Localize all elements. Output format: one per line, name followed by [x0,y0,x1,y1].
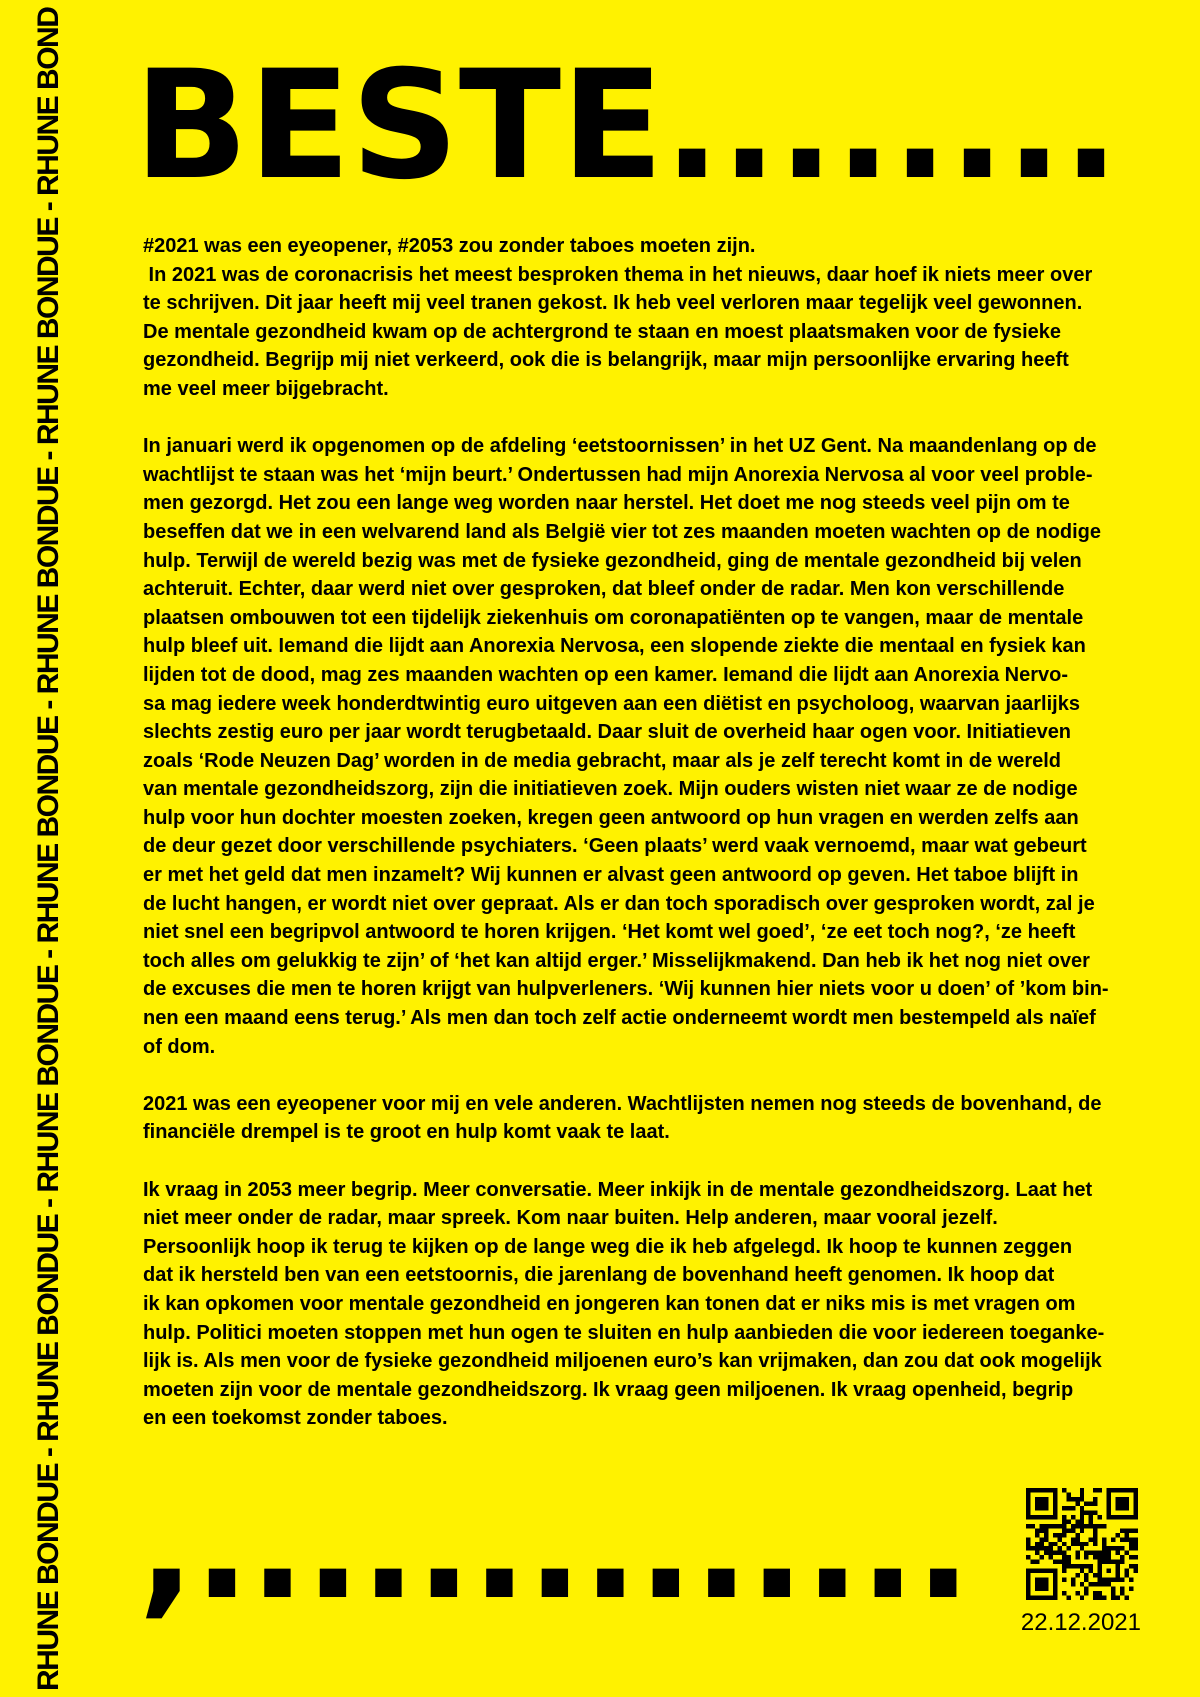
paragraph-1 [143,232,1183,404]
text-line: zoals ‘Rode Neuzen Dag’ worden in de media gebracht, maar als je zelf terecht komt in de wereld [143,749,1062,772]
text-line: De mentale gezondheid kwam op de achtergrond te staan en moest plaatsmaken voor de fysieke [143,320,1062,343]
text-line: slechts zestig euro per jaar wordt terugbetaald. Daar sluit de overheid haar ogen voor. Initiatieven [143,721,1072,744]
text-line: nen een maand eens terug.’ Als men dan toch zelf actie onderneemt wordt men bestempeld als naïef [143,1007,1096,1030]
text-line: of dom. [143,1035,216,1058]
closing-signature-line: ,.............. [138,1459,971,1633]
text-line: te schrijven. Dit jaar heeft mij veel tranen gekost. Ik heb veel verloren maar tegelijk veel gewonnen. [143,292,1083,315]
paragraph-4 [143,1176,1183,1433]
text-line: de lucht hangen, er wordt niet over gepraat. Als er dan toch sporadisch over gesproken wordt, zal je [143,892,1095,915]
text-line: de deur gezet door verschillende psychiaters. ‘Geen plaats’ werd vaak vernoemd, maar wat gebeurt [143,835,1087,858]
text-line: niet snel een begripvol antwoord te horen krijgen. ‘Het komt wel goed’, ‘ze eet toch nog?, ‘ze heeft [143,921,1076,944]
date-label: 22.12.2021 [1020,1609,1141,1636]
text-line: en een toekomst zonder taboes. [143,1407,448,1430]
text-line: ik kan opkomen voor mentale gezondheid en jongeren kan tonen dat er niks mis is met vragen om [143,1292,1076,1315]
text-line: van mentale gezondheidszorg, zijn die initiatieven zoek. Mijn ouders wisten niet waar ze de nodige [143,778,1078,801]
text-line: #2021 was een eyeopener, #2053 zou zonder taboes moeten zijn. [143,235,756,257]
text-line: hulp bleef uit. Iemand die lijdt aan Anorexia Nervosa, een slopende ziekte die mentaal en fysiek kan [143,635,1086,658]
text-line: hulp. Politici moeten stoppen met hun ogen te sluiten en hulp aanbieden die voor iedereen toeganke- [143,1321,1105,1344]
text-line: wachtlijst te staan was het ‘mijn beurt.’ Ondertussen had mijn Anorexia Nervosa al voor veel proble- [143,463,1093,486]
text-line: In 2021 was de coronacrisis het meest besproken thema in het nieuws, daar hoef ik niets meer over [143,263,1093,286]
author-name-vertical: RHUNE BONDUE - RHUNE BONDUE - RHUNE BONDUE - RHUNE BONDUE - RHUNE BONDUE - RHUNE BONDUE - RHUNE BOND [32,7,65,1691]
salutation-title: BESTE........ [134,39,1120,213]
text-line: sa mag iedere week honderdtwintig euro uitgeven aan een diëtist en psycholoog, waarvan jaarlijks [143,692,1080,715]
text-line: niet meer onder de radar, maar spreek. Kom naar buiten. Help anderen, maar vooral jezelf. [143,1207,998,1230]
text-line: moeten zijn voor de mentale gezondheidszorg. Ik vraag geen miljoenen. Ik vraag openheid, begrip [143,1378,1074,1401]
text-line: toch alles om gelukkig te zijn’ of ‘het kan altijd erger.’ Misselijkmakend. Dan heb ik het nog niet over [143,949,1090,972]
text-line: gezondheid. Begrijp mij niet verkeerd, ook die is belangrijk, maar mijn persoonlijke ervaring heeft [143,349,1069,372]
letter-body [143,232,1183,1462]
text-line: plaatsen ombouwen tot een tijdelijk ziekenhuis om coronapatiënten op te vangen, maar de mentale [143,606,1084,629]
text-line: achteruit. Echter, daar werd niet over gesproken, dat bleef onder de radar. Men kon verschillende [143,578,1065,601]
text-line: lijk is. Als men voor de fysieke gezondheid miljoenen euro’s kan vrijmaken, dan zou dat ook mogelijk [143,1350,1102,1373]
text-line: lijden tot de dood, mag zes maanden wachten op een kamer. Iemand die lijdt aan Anorexia Nervo- [143,663,1069,686]
text-line: er met het geld dat men inzamelt? Wij kunnen er alvast geen antwoord op geven. Het taboe blijft in [143,864,1079,887]
text-line: beseffen dat we in een welvarend land als België vier tot zes maanden moeten wachten op de nodige [143,520,1102,543]
text-line: 2021 was een eyeopener voor mij en vele anderen. Wachtlijsten nemen nog steeds de bovenhand, de [143,1092,1102,1115]
text-line: In januari werd ik opgenomen op de afdeling ‘eetstoornissen’ in het UZ Gent. Na maandenlang op de [143,435,1097,458]
text-line: men gezorgd. Het zou een lange weg worden naar herstel. Het doet me nog steeds veel pijn om te [143,492,1070,515]
text-line: Ik vraag in 2053 meer begrip. Meer conversatie. Meer inkijk in de mentale gezondheidszorg. Laat het [143,1178,1093,1201]
text-line: Persoonlijk hoop ik terug te kijken op de lange weg die ik heb afgelegd. Ik hoop te kunnen zeggen [143,1235,1073,1258]
paragraph-3 [143,1090,1183,1147]
text-line: me veel meer bijgebracht. [143,377,389,400]
text-line: financiële drempel is te groot en hulp komt vaak te laat. [143,1121,670,1144]
text-line: dat ik hersteld ben van een eetstoornis, die jarenlang de bovenhand heeft genomen. Ik hoop dat [143,1264,1055,1287]
qr-code-icon [1026,1488,1138,1600]
text-line: de excuses die men te horen krijgt van hulpverleners. ‘Wij kunnen hier niets voor u doen’ of ’kom bin- [143,978,1109,1001]
text-line: hulp. Terwijl de wereld bezig was met de fysieke gezondheid, ging de mentale gezondheid bij velen [143,549,1082,572]
paragraph-2 [143,432,1183,1061]
text-line: hulp voor hun dochter moesten zoeken, kregen geen antwoord op hun vragen en werden zelfs aan [143,806,1079,829]
qr-modules [1026,1488,1138,1600]
